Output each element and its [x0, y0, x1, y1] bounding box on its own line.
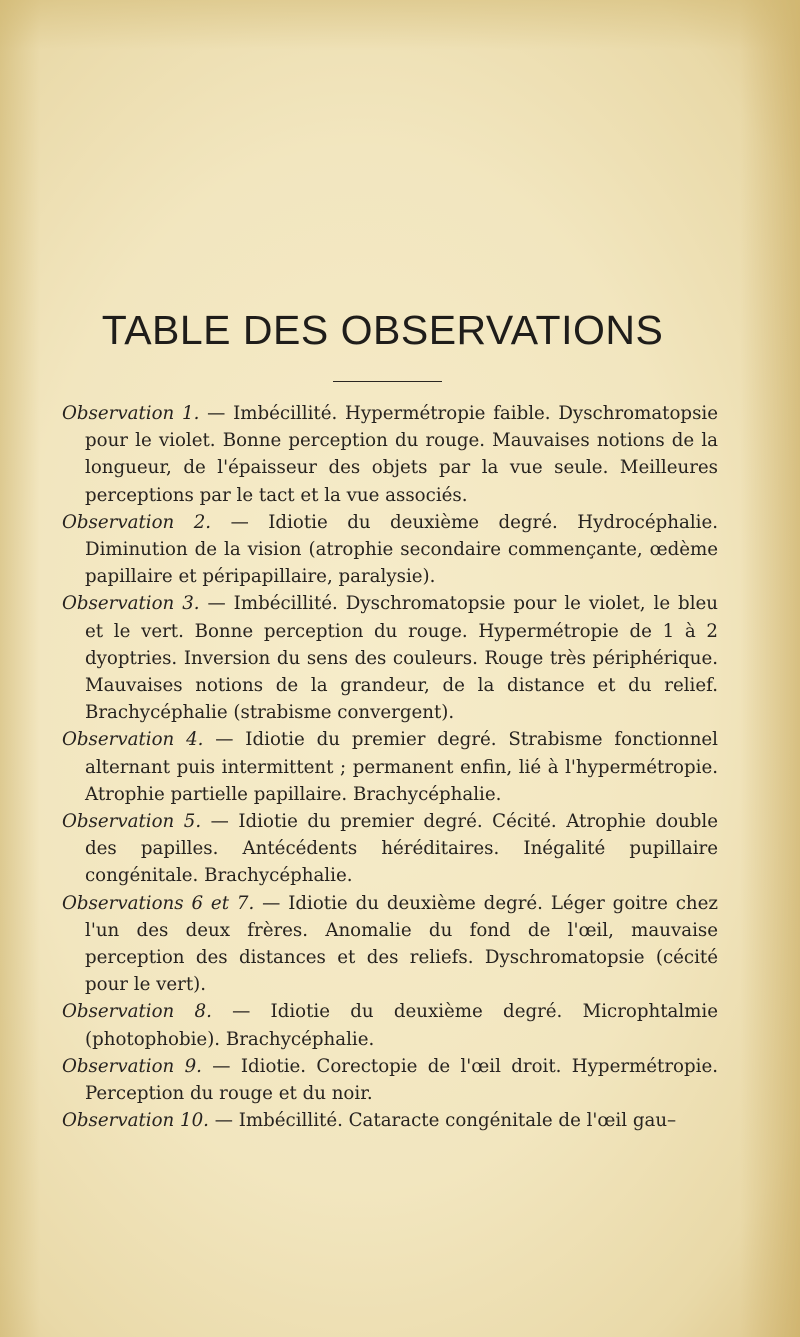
observation-text: — Imbécillité. Cataracte congénitale de l'œil gau– [208, 1110, 677, 1132]
title-divider [333, 381, 442, 382]
observation-entry [62, 808, 718, 890]
observation-entry [62, 590, 718, 726]
observation-entry [62, 400, 718, 509]
observation-label: Observation 1. [62, 403, 200, 424]
observation-label: Observation 10. [62, 1110, 209, 1132]
observation-text: — Imbécillité. Dyschromatopsie pour le violet, le bleu et le vert. Bonne perception du rouge. Hypermétropie de 1 à 2 dyoptries. Inversion du sens des couleurs. Rouge très périphérique. Mauvaises notions de la grandeur, de la distance et du relief. Brachycéphalie (strabisme convergent). [85, 593, 718, 724]
observation-entry [62, 726, 718, 808]
page-shadow-left [0, 0, 40, 1337]
observation-text: — Idiotie du premier degré. Cécité. Atrophie double des papilles. Antécédents héréditaires. Inégalité pupillaire congénitale. Brachycéphalie. [85, 811, 718, 887]
observation-list [62, 400, 718, 1134]
observation-label: Observation 5. [62, 811, 202, 833]
observation-label: Observation 8. [62, 1001, 212, 1023]
observation-text: — Idiotie du deuxième degré. Microphtalmie (photophobie). Brachycéphalie. [85, 1001, 719, 1050]
observation-entry [62, 890, 718, 999]
observation-entry [62, 509, 718, 591]
observation-label: Observations 6 et 7. [62, 892, 255, 914]
observation-label: Observation 9. [62, 1055, 202, 1077]
observation-label: Observation 4. [62, 729, 204, 751]
observation-text: — Idiotie du deuxième degré. Hydrocéphalie. Diminution de la vision (atrophie secondaire commençante, œdème papillaire et péripapillaire, paralysie). [85, 511, 719, 588]
observation-text: — Idiotie du premier degré. Strabisme fonctionnel alternant puis intermittent ; permanent enfin, lié à l'hypermétropie. Atrophie partielle papillaire. Brachycéphalie. [85, 729, 718, 805]
page-title: TABLE DES OBSERVATIONS [101, 307, 664, 353]
observation-label: Observation 2. [62, 511, 212, 533]
observation-label: Observation 3. [62, 593, 200, 615]
page-shadow-right [740, 0, 800, 1337]
observation-text: — Imbécillité. Hypermétropie faible. Dyschromatopsie pour le violet. Bonne perception du rouge. Mauvaises notions de la longueur, de l'épaisseur des objets par la vue seule. Meilleures perceptions par le tact et la vue associés. [85, 403, 718, 506]
page-shadow-top [0, 0, 800, 50]
observation-text: — Idiotie. Corectopie de l'œil droit. Hypermétropie. Perception du rouge et du noir. [85, 1055, 718, 1105]
observation-entry [62, 1053, 718, 1107]
observation-entry [62, 1107, 718, 1134]
observation-entry [62, 998, 718, 1052]
observation-text: — Idiotie du deuxième degré. Léger goitre chez l'un des deux frères. Anomalie du fond de l'œil, mauvaise perception des distances et des reliefs. Dyschromatopsie (cécité pour le vert). [85, 892, 718, 996]
